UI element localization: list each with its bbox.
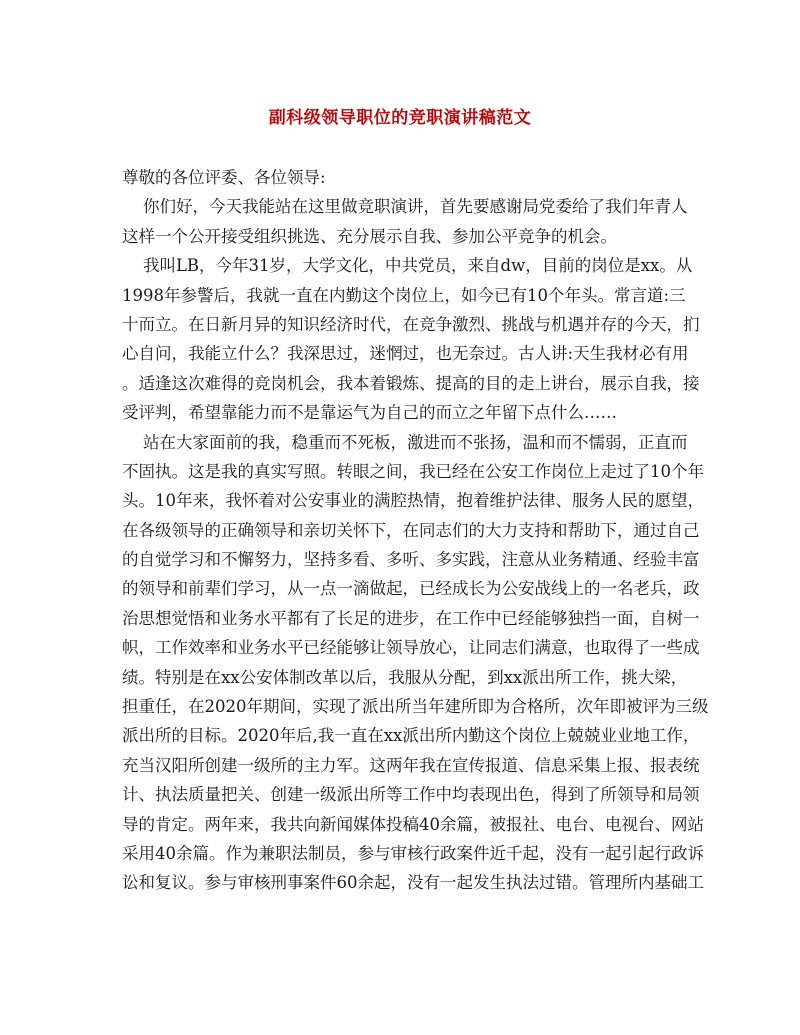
text-line: 不固执。这是我的真实写照。转眼之间，我已经在公安工作岗位上走过了10个年 [122,461,704,481]
text-line: 的自觉学习和不懈努力，坚持多看、多听、多实践，注意从业务精通、经验丰富 [122,550,700,570]
text-line: 担重任，在2020年期间，实现了派出所当年建所即为合格所，次年即被评为三级 [122,697,709,717]
text-line: 导的肯定。两年来，我共向新闻媒体投稿40余篇，被报社、电台、电视台、网站 [122,814,704,834]
text-line: 心自问，我能立什么？我深思过，迷惘过，也无奈过。古人讲:天生我材必有用 [122,344,689,364]
paragraph-lines [122,192,709,897]
text-line: 治思想觉悟和业务水平都有了长足的进步，在工作中已经能够独挡一面，自树一 [122,608,700,628]
text-line: 站在大家面前的我，稳重而不死板，激进而不张扬，温和而不懦弱，正直而 [122,432,688,452]
salutation: 尊敬的各位评委、各位领导: [122,168,326,187]
document-title: 副科级领导职位的竞职演讲稿范文 [268,108,532,128]
text-line: 1998年参警后，我就一直在内勤这个岗位上，如今已有10个年头。常言道:三 [122,285,686,305]
text-line: 头。10年来，我怀着对公安事业的满腔热情，抱着维护法律、服务人民的愿望， [122,491,704,511]
document-body [122,163,709,898]
text-line: 派出所的目标。2020年后,我一直在xx派出所内勤这个岗位上兢兢业业地工作， [122,726,700,746]
text-line: 采用40余篇。作为兼职法制员，参与审核行政案件近千起，没有一起引起行政诉 [122,843,704,863]
text-line: 我叫LB，今年31岁，大学文化，中共党员，来自dw，目前的岗位是xx。从 [122,256,693,276]
text-line: 你们好，今天我能站在这里做竞职演讲，首先要感谢局党委给了我们年青人 [122,197,688,217]
text-line: 的领导和前辈们学习，从一点一滴做起，已经成长为公安战线上的一名老兵，政 [122,579,700,599]
text-line: 讼和复议。参与审核刑事案件60余起，没有一起发生执法过错。管理所内基础工 [122,873,704,893]
text-line: 计、执法质量把关、创建一级派出所等工作中均表现出色，得到了所领导和局领 [122,785,700,805]
text-line: 。适逢这次难得的竞岗机会，我本着锻炼、提高的目的走上讲台，展示自我，接 [122,373,700,393]
text-line: 在各级领导的正确领导和亲切关怀下，在同志们的大力支持和帮助下，通过自己 [122,520,700,540]
text-line: 十而立。在日新月异的知识经济时代，在竞争激烈、挑战与机遇并存的今天，扪 [122,314,700,334]
text-line: 帜，工作效率和业务水平已经能够让领导放心，让同志们满意，也取得了一些成 [122,638,700,658]
text-line: 充当汉阳所创建一级所的主力军。这两年我在宣传报道、信息采集上报、报表统 [122,755,700,775]
text-line: 这样一个公开接受组织挑选、充分展示自我、参加公平竞争的机会。 [122,226,617,246]
text-line: 绩。特别是在xx公安体制改革以后，我服从分配，到xx派出所工作，挑大梁， [122,667,688,687]
text-line: 受评判，希望靠能力而不是靠运气为自己的而立之年留下点什么…… [122,403,617,423]
